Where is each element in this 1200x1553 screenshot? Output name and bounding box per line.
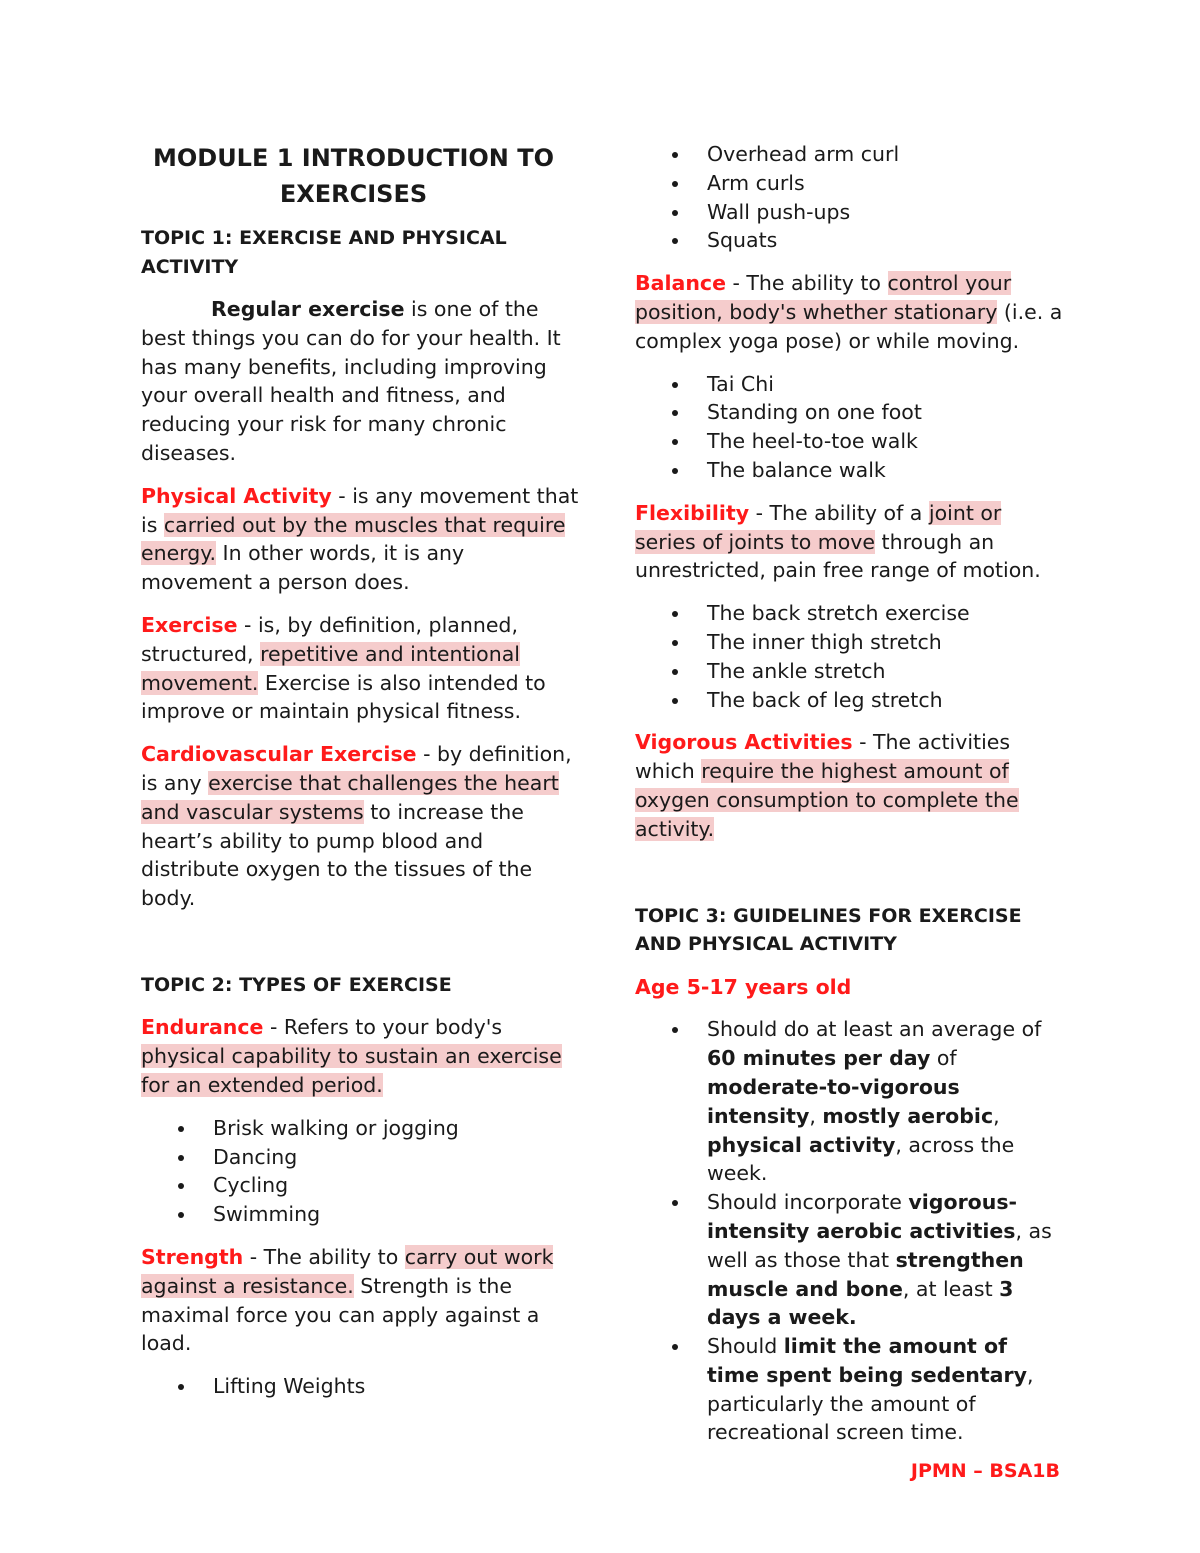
list-item: Wall push-ups: [635, 198, 1065, 227]
page-title: MODULE 1 INTRODUCTION TO EXERCISES: [152, 144, 554, 208]
list-item: The balance walk: [635, 456, 1065, 485]
guideline-item: Should incorporate vigorous-intensity aerobic activities, as well as those that strengthen muscle and bone, at least 3 days a week.: [635, 1188, 1065, 1332]
list-item: Squats: [635, 226, 1065, 255]
list-item: The back stretch exercise: [635, 599, 1065, 628]
list-item: The heel-to-toe walk: [635, 427, 1065, 456]
flexibility-list: [635, 599, 1065, 714]
age-group-heading: Age 5-17 years old: [635, 974, 852, 999]
strength-list-right: [635, 140, 1065, 255]
list-item: Cycling: [141, 1171, 581, 1200]
list-item: Tai Chi: [635, 370, 1065, 399]
list-item: Dancing: [141, 1143, 581, 1172]
list-item: Overhead arm curl: [635, 140, 1065, 169]
right-column: [635, 140, 1065, 1461]
left-column: [141, 140, 581, 1415]
list-item: Standing on one foot: [635, 398, 1065, 427]
topic1-heading: TOPIC 1: EXERCISE AND PHYSICAL ACTIVITY: [141, 227, 507, 278]
vigorous-definition: Vigorous Activities - The activities which require the highest amount of oxygen consumption to complete the activity.: [635, 730, 1019, 841]
physical-activity-definition: Physical Activity - is any movement that is carried out by the muscles that require energy. In other words, it is any movement a person does.: [141, 483, 579, 595]
footer-label: JPMN – BSA1B: [910, 1460, 1060, 1482]
topic3-heading: TOPIC 3: GUIDELINES FOR EXERCISE AND PHYSICAL ACTIVITY: [635, 904, 1022, 956]
list-item: Arm curls: [635, 169, 1065, 198]
balance-definition: Balance - The ability to control your position, body's whether stationary (i.e. a complex yoga pose) or while moving.: [635, 271, 1063, 353]
list-item: Brisk walking or jogging: [141, 1114, 581, 1143]
list-item: The back of leg stretch: [635, 686, 1065, 715]
list-item: Lifting Weights: [141, 1372, 581, 1401]
endurance-definition: Endurance - Refers to your body's physical capability to sustain an exercise for an extended period.: [141, 1015, 562, 1098]
list-item: The ankle stretch: [635, 657, 1065, 686]
list-item: Swimming: [141, 1200, 581, 1229]
topic2-heading: TOPIC 2: TYPES OF EXERCISE: [141, 973, 452, 996]
endurance-list: [141, 1114, 581, 1229]
cardio-definition: Cardiovascular Exercise - by definition, is any exercise that challenges the heart and vascular systems to increase the heart’s ability to pump blood and distribute oxygen to the tissues of the body.: [141, 742, 572, 911]
guidelines-list: [635, 1015, 1065, 1447]
balance-list: [635, 370, 1065, 485]
list-item: The inner thigh stretch: [635, 628, 1065, 657]
strength-definition: Strength - The ability to carry out work against a resistance. Strength is the maximal force you can apply against a load.: [141, 1245, 554, 1356]
guideline-item: Should do at least an average of 60 minutes per day of moderate-to-vigorous intensity, mostly aerobic, physical activity, across the week.: [635, 1015, 1065, 1188]
exercise-definition: Exercise - is, by definition, planned, structured, repetitive and intentional movement. Exercise is also intended to improve or maintain physical fitness.: [141, 612, 546, 724]
guideline-item: Should limit the amount of time spent being sedentary, particularly the amount of recreational screen time.: [635, 1332, 1065, 1447]
intro-paragraph: Regular exercise is one of the best things you can do for your health. It has many benefits, including improving your overall health and fitness, and reducing your risk for many chronic diseases.: [141, 297, 561, 465]
flexibility-definition: Flexibility - The ability of a joint or series of joints to move through an unrestricted, pain free range of motion.: [635, 500, 1041, 583]
strength-list-left: [141, 1372, 581, 1401]
